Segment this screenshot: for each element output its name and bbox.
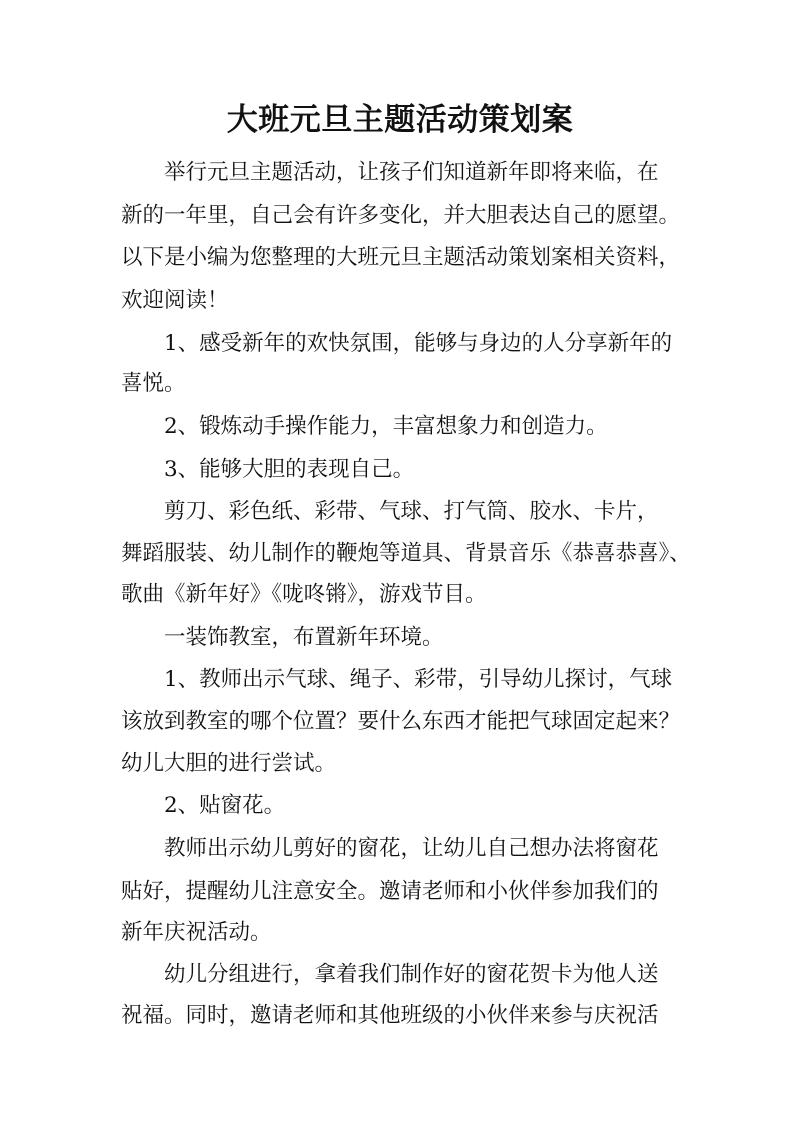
- text-line: 该放到教室的哪个位置？要什么东西才能把气球固定起来？: [121, 709, 681, 734]
- text-line: 2、锻炼动手操作能力，丰富想象力和创造力。: [164, 414, 608, 439]
- text-line: 举行元旦主题活动，让孩子们知道新年即将来临，在: [164, 160, 659, 185]
- text-line: 1、感受新年的欢快氛围，能够与身边的人分享新年的: [164, 331, 673, 356]
- text-line: 祝福。同时，邀请老师和其他班级的小伙伴来参与庆祝活: [121, 1003, 659, 1028]
- document-title: 大班元旦主题活动策划案: [226, 102, 574, 138]
- text-line: 1、教师出示气球、绳子、彩带，引导幼儿探讨，气球: [164, 667, 673, 692]
- text-line: 喜悦。: [121, 371, 186, 396]
- text-line: 2、贴窗花。: [164, 793, 286, 818]
- text-line: 教师出示幼儿剪好的窗花，让幼儿自己想办法将窗花: [164, 836, 659, 861]
- text-line: 贴好，提醒幼儿注意安全。邀请老师和小伙伴参加我们的: [121, 879, 659, 904]
- text-line: 新的一年里，自己会有许多变化，并大胆表达自己的愿望。: [121, 203, 681, 228]
- text-line: 幼儿分组进行，拿着我们制作好的窗花贺卡为他人送: [164, 962, 659, 987]
- text-line: 舞蹈服装、幼儿制作的鞭炮等道具、背景音乐《恭喜恭喜》、: [121, 541, 691, 566]
- text-line: 以下是小编为您整理的大班元旦主题活动策划案相关资料，: [121, 245, 681, 270]
- text-line: 剪刀、彩色纸、彩带、气球、打气筒、胶水、卡片，: [164, 499, 659, 524]
- text-line: 幼儿大胆的进行尝试。: [121, 751, 337, 776]
- text-line: 一装饰教室，布置新年环境。: [164, 625, 444, 650]
- text-line: 新年庆祝活动。: [121, 920, 272, 945]
- text-line: 歌曲《新年好》《咙咚锵》，游戏节目。: [121, 582, 487, 607]
- text-line: 3、能够大胆的表现自己。: [164, 457, 415, 482]
- text-line: 欢迎阅读！: [121, 288, 229, 313]
